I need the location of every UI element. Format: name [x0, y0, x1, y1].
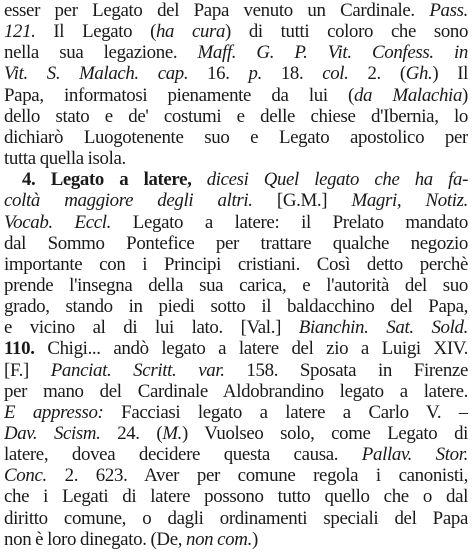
text-run: ) — [462, 84, 468, 106]
text-line — [4, 233, 468, 255]
text-run: Il Legato ( — [35, 21, 156, 43]
text-line — [4, 212, 468, 234]
text-line — [4, 63, 468, 85]
text-run: Vit. S. Malach. cap. — [4, 63, 189, 85]
text-run: M. — [162, 423, 182, 444]
text-run: per mano del Cardinale Aldobrandino legato a latere. — [4, 380, 468, 402]
text-line — [4, 296, 468, 318]
text-run: che i Legati di latere possono tutto quello che o dal — [4, 486, 468, 508]
text-run: Papa, informatosi pienamente da lui ( — [4, 84, 354, 106]
text-run: 4. Legato a latere, — [22, 169, 192, 191]
text-line — [4, 127, 468, 149]
text-line — [4, 21, 468, 43]
text-line — [4, 42, 468, 64]
text-run: E appresso: — [4, 401, 104, 423]
text-run: esser per Legato del Papa venuto un Cardinale. — [4, 0, 430, 21]
text-run: Conc. — [4, 465, 47, 487]
text-line — [4, 486, 468, 508]
text-line — [4, 317, 468, 339]
text-run: Facciasi legato a latere a Carlo V. – — [103, 401, 468, 423]
text-run: p. — [248, 63, 262, 85]
text-run: [G.M.] — [252, 190, 352, 212]
text-run: non com. — [185, 528, 252, 550]
text-run: dal Sommo Pontefice per trattare qualche negozio — [4, 232, 468, 254]
text-line — [4, 444, 468, 466]
text-run: 2. 623. Aver per comune regola i canonisti, — [46, 465, 468, 487]
text-run: tutta quella isola. — [4, 148, 126, 170]
text-run: Legato a latere: il Prelato mandato — [111, 211, 468, 233]
text-run: 16. — [188, 63, 249, 85]
text-run: grado, stando in piedi sotto il baldacchino del Papa, — [4, 296, 468, 318]
text-line — [4, 106, 468, 128]
text-run: prende l'insegna della sua carica, e l'autorità del suo — [4, 274, 468, 296]
text-line — [4, 402, 468, 424]
text-run: 158. Sposata in Firenze — [224, 359, 468, 381]
text-run: col. — [322, 63, 349, 85]
text-run: 24. ( — [100, 423, 163, 444]
text-run: Magri, Notiz. — [351, 190, 468, 212]
text-run: dichiarò Luogotenente suo e Legato apostolico per — [4, 126, 468, 148]
text-run: Panciat. Scritt. var. — [50, 359, 225, 381]
text-line — [4, 0, 468, 22]
text-run — [191, 169, 206, 190]
text-line — [4, 338, 468, 360]
text-line — [4, 360, 468, 382]
text-run: da Malachia — [353, 84, 463, 106]
text-run: ) — [251, 528, 258, 550]
text-run: 121. — [4, 21, 36, 43]
text-run: 110. — [4, 338, 35, 360]
text-line — [4, 85, 468, 107]
text-run: Maff. G. P. Vit. Confess. in — [197, 42, 468, 64]
text-line — [4, 190, 468, 212]
text-run: Chigi... andò legato a latere del zio a Luigi XIV. — [34, 338, 468, 360]
text-run: nella sua legazione. — [4, 42, 198, 64]
text-run: Bianchin. Sat. Sold. — [298, 317, 468, 339]
text-run: coltà maggiore degli altri. — [4, 190, 253, 212]
text-run: 18. — [261, 63, 323, 85]
text-line — [22, 169, 468, 191]
text-run: 2. ( — [348, 63, 406, 85]
text-run: diritto comune, o dagli ordinamenti speciali del Papa — [4, 507, 468, 529]
text-run: non è loro dinegato. (De, — [4, 528, 186, 550]
text-run: dello stato e de' costumi e delle chiese d'Ibernia, lo — [4, 105, 468, 127]
text-run: ) di tutti coloro che sono — [225, 21, 468, 43]
text-run: dicesi Quel legato che ha fa- — [206, 169, 468, 191]
text-run: ) Vuolseo solo, come Legato di — [181, 423, 468, 444]
text-run: Pass. — [429, 0, 468, 21]
text-line — [4, 381, 468, 403]
text-run: ha cura — [155, 21, 226, 43]
text-run: Gh. — [405, 63, 433, 85]
text-line — [4, 275, 468, 297]
text-run: importante con i Principi cristiani. Così detto perchè — [4, 253, 468, 275]
text-line — [4, 465, 468, 487]
text-line — [4, 508, 468, 530]
text-run: ) Il — [432, 63, 468, 85]
text-line — [4, 529, 468, 551]
text-run: Dav. Scism. — [4, 423, 101, 444]
text-run: latere, dovea decidere questa causa. — [4, 444, 362, 466]
text-run: Vocab. Eccl. — [4, 211, 112, 233]
text-line — [4, 148, 468, 170]
text-run: Pallav. Stor. — [361, 444, 468, 466]
text-run: [F.] — [4, 359, 51, 381]
text-line — [4, 254, 468, 276]
text-run: e vicino al di lui lato. [Val.] — [4, 317, 299, 339]
text-line — [4, 423, 468, 445]
